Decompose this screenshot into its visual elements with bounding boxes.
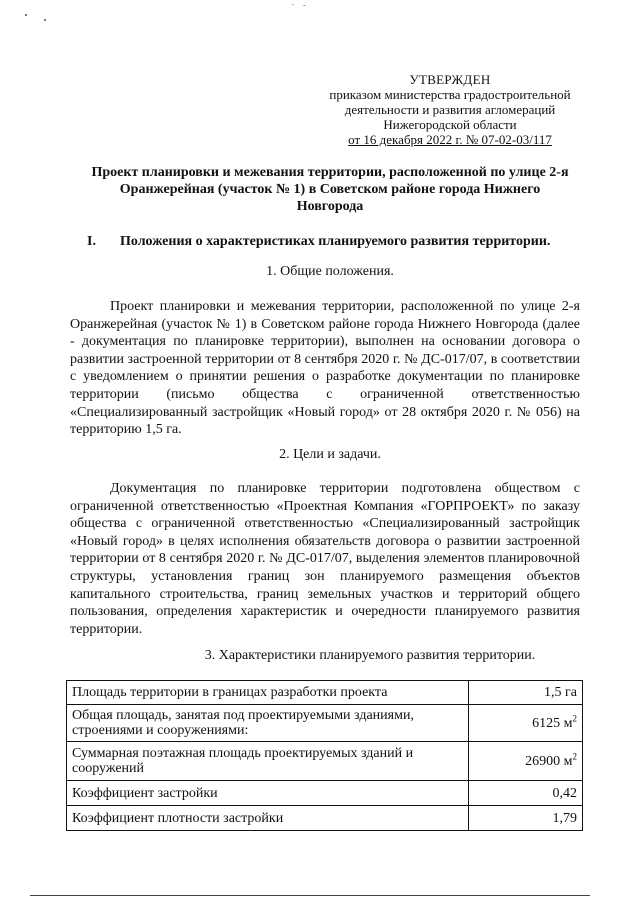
table-cell-value: 1,5 га: [469, 681, 583, 705]
approval-block: [300, 72, 600, 147]
table-row: [67, 705, 583, 742]
subsection-heading: 2. Цели и задачи.: [279, 447, 381, 462]
scan-speck: [292, 4, 294, 5]
characteristics-table: [66, 680, 583, 831]
table-cell-label: Коэффициент плотности застройки: [67, 806, 469, 831]
document-title: [70, 164, 590, 215]
table-cell-label: Суммарная поэтажная площадь проектируемых зданий и сооружений: [67, 742, 469, 781]
paragraph: Проект планировки и межевания территории, расположенной по улице 2-я Оранжерейная (участок № 1) в Советском районе города Нижнего Новгорода (далее - документация по планировке территории), выполнен на основании договора о развитии застроенной территории от 8 сентября 2020 г. № ДС-017/07, в соответствии с уведомлением о принятии решения о разработке документации по планировке территории (письмо общества с ограниченной ответственностью «Специализированный застройщик «Новый город» от 28 октября 2020 г. № 056) на территорию 1,5 га.: [70, 299, 580, 438]
table-row: [67, 806, 583, 831]
scan-speck: [25, 14, 27, 16]
table-cell-label: Общая площадь, занятая под проектируемыми зданиями, строениями и сооружениями:: [67, 705, 469, 742]
approval-line: деятельности и развития агломераций: [344, 102, 556, 117]
footer-rule: [30, 895, 590, 896]
table-row: [67, 781, 583, 806]
table-row: [67, 742, 583, 781]
table-cell-value: 0,42: [469, 781, 583, 806]
table-cell-label: Коэффициент застройки: [67, 781, 469, 806]
paragraph: Документация по планировке территории подготовлена обществом с ограниченной ответственностью «Проектная Компания «ГОРПРОЕКТ» по заказу общества с ограниченной ответственностью «Специализированный застройщик «Новый город» в целях исполнения обязательств договора о развитии застроенной территории от 8 сентября 2020 г. № ДС-017/07, выделения элементов планировочной структуры, установления границ зон планируемого размещения объектов капитального строительства, границ земельных участков и территорий общего пользования, определения характеристик и очередности планируемого развития территории.: [70, 481, 580, 637]
document-title-line: Новгорода: [296, 199, 364, 214]
table-cell-value: 26900 $м^2$: [469, 742, 583, 781]
subsection-heading: 3. Характеристики планируемого развития территории.: [204, 648, 536, 663]
scan-speck: [44, 19, 46, 21]
table-cell-value: 6125 $м^2$: [469, 705, 583, 742]
approval-title: УТВЕРЖДЕН: [409, 72, 491, 87]
table-row: [67, 681, 583, 705]
table-cell-label: Площадь территории в границах разработки проекта: [67, 681, 469, 705]
approval-date: от 16 декабря 2022 г. № 07-02-03/117: [348, 132, 552, 147]
section-title: Положения о характеристиках планируемого развития территории.: [120, 234, 551, 249]
subsection-heading: 1. Общие положения.: [266, 264, 394, 279]
section-number: I.: [87, 234, 96, 249]
approval-line: Нижегородской области: [383, 117, 517, 132]
approval-line: приказом министерства градостроительной: [329, 87, 571, 102]
document-title-line: Проект планировки и межевания территории, расположенной по улице 2-я: [91, 165, 569, 180]
scan-speck: [303, 5, 306, 6]
table-cell-value: 1,79: [469, 806, 583, 831]
document-title-line: Оранжерейная (участок № 1) в Советском районе города Нижнего: [119, 182, 541, 197]
